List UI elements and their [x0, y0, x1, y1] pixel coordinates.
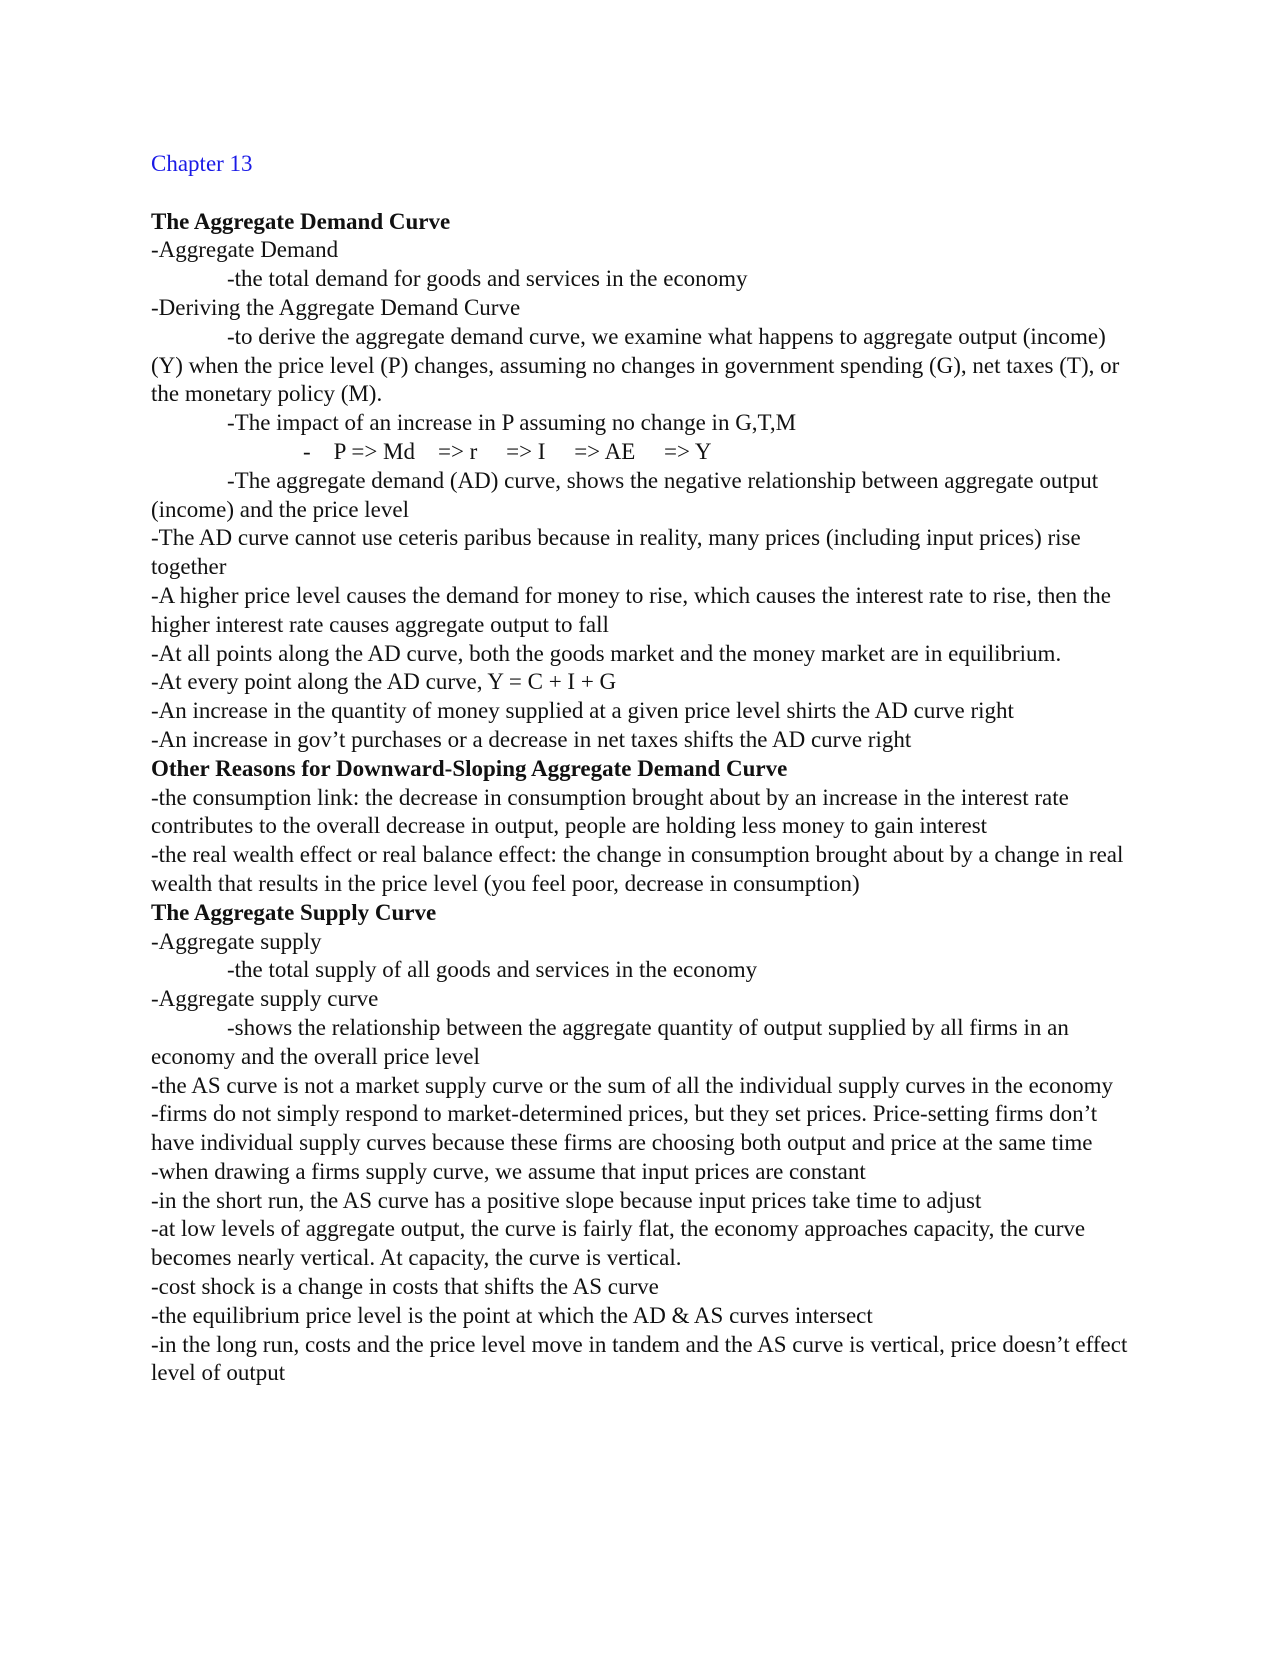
paragraph: -cost shock is a change in costs that shifts the AS curve	[151, 1274, 659, 1300]
paragraph: -Aggregate Demand	[151, 237, 339, 263]
paragraph: -firms do not simply respond to market-determined prices, but they set prices. Price-setting firms don’t have individual supply curves because these firms are choosing both output and price at the same time	[151, 1101, 1098, 1156]
paragraph: -An increase in the quantity of money supplied at a given price level shirts the AD curve right	[151, 698, 1014, 724]
paragraph: -Aggregate supply	[151, 928, 322, 954]
paragraph: -when drawing a firms supply curve, we assume that input prices are constant	[151, 1158, 866, 1184]
paragraph: -the AS curve is not a market supply curve or the sum of all the individual supply curves in the economy	[151, 1072, 1113, 1098]
chapter-title: Chapter 13	[151, 151, 253, 176]
paragraph: -Deriving the Aggregate Demand Curve	[151, 294, 521, 320]
paragraph: -An increase in gov’t purchases or a decrease in net taxes shifts the AD curve right	[151, 726, 912, 752]
section-heading-as: The Aggregate Supply Curve	[151, 899, 437, 925]
paragraph: -A higher price level causes the demand for money to rise, which causes the interest rate to rise, then the higher interest rate causes aggregate output to fall	[151, 582, 1111, 637]
paragraph: -At all points along the AD curve, both the goods market and the money market are in equilibrium.	[151, 640, 1062, 666]
paragraph: -the consumption link: the decrease in consumption brought about by an increase in the interest rate contributes to the overall decrease in output, people are holding less money to gain interest	[151, 784, 1069, 839]
paragraph: -the total demand for goods and services in the economy	[227, 266, 748, 292]
paragraph: -the total supply of all goods and services in the economy	[227, 957, 758, 983]
document-page	[151, 150, 1141, 1388]
paragraph: -in the long run, costs and the price level move in tandem and the AS curve is vertical, price doesn’t effect level of output	[151, 1331, 1128, 1386]
paragraph: -shows the relationship between the aggregate quantity of output supplied by all firms in an economy and the overall price level	[151, 1014, 1069, 1069]
paragraph: -the real wealth effect or real balance effect: the change in consumption brought about by a change in real wealth that results in the price level (you feel poor, decrease in consumption)	[151, 842, 1124, 896]
paragraph: -The impact of an increase in P assuming no change in G,T,M	[227, 410, 797, 436]
blank-line	[151, 179, 1141, 208]
paragraph: -to derive the aggregate demand curve, we examine what happens to aggregate output (income) (Y) when the price level (P) changes, assuming no changes in government spending (G), net taxes (T), or the monetary policy (M).	[151, 323, 1120, 407]
paragraph: -The aggregate demand (AD) curve, shows the negative relationship between aggregate output (income) and the price level	[151, 467, 1099, 522]
paragraph: -The AD curve cannot use ceteris paribus because in reality, many prices (including input prices) rise together	[151, 525, 1081, 580]
paragraph: -at low levels of aggregate output, the curve is fairly flat, the economy approaches capacity, the curve becomes nearly vertical. At capacity, the curve is vertical.	[151, 1216, 1086, 1271]
paragraph: -in the short run, the AS curve has a positive slope because input prices take time to adjust	[151, 1187, 982, 1213]
section-heading-other-reasons: Other Reasons for Downward-Sloping Aggregate Demand Curve	[151, 755, 788, 781]
paragraph: -Aggregate supply curve	[151, 986, 379, 1012]
section-heading-ad: The Aggregate Demand Curve	[151, 208, 451, 234]
paragraph: -At every point along the AD curve, Y = C + I + G	[151, 669, 617, 695]
equation-chain: - P => Md => r => I => AE => Y	[303, 438, 712, 464]
paragraph: -the equilibrium price level is the point at which the AD & AS curves intersect	[151, 1302, 873, 1328]
